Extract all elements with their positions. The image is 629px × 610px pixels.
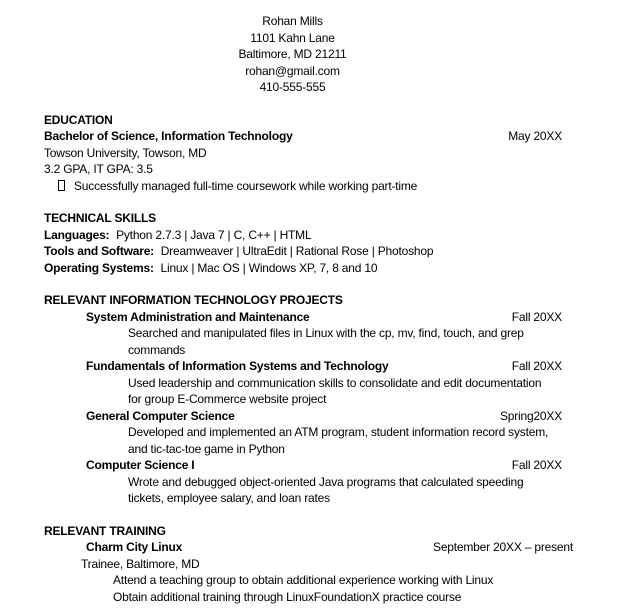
project-description-line: Wrote and debugged object-oriented Java programs that calculated speeding (128, 474, 524, 489)
project-title-row (44, 408, 562, 425)
project-date: Fall 20XX (511, 309, 562, 324)
skills-tools-line (44, 243, 562, 260)
training-org-row (44, 539, 573, 556)
project-title: System Administration and Maintenance (86, 309, 310, 324)
project-title: Computer Science I (86, 458, 195, 472)
missing-glyph-bullet-icon (58, 180, 65, 191)
contact-header (0, 13, 585, 96)
languages-value: Python 2.7.3 | Java 7 | C, C++ | HTML (116, 227, 312, 242)
degree-title: Bachelor of Science, Information Technology (44, 129, 293, 143)
training-organization: Charm City Linux (86, 540, 183, 554)
project-title: Fundamentals of Information Systems and Technology (86, 359, 389, 373)
tools-value: Dreamweaver | UltraEdit | Rational Rose | Photoshop (160, 244, 434, 258)
project-title-row (44, 457, 562, 474)
training-heading: RELEVANT TRAINING (44, 523, 166, 538)
contact-name: Rohan Mills (262, 14, 323, 28)
degree-row (44, 128, 562, 145)
project-date: Spring20XX (499, 408, 562, 423)
training-date: September 20XX – present (433, 540, 573, 554)
school-line: Towson University, Towson, MD (44, 145, 207, 160)
project-description-line: Developed and implemented an ATM program, student information record system, (128, 425, 549, 439)
project-description-line: commands (128, 342, 186, 357)
section-technical-skills (44, 210, 562, 276)
project-title-row (44, 309, 562, 326)
education-bullet-text: Successfully managed full-time coursework while working part-time (74, 178, 418, 193)
section-projects (44, 292, 562, 507)
contact-address: 1101 Kahn Lane (250, 30, 335, 45)
project-description-line: for group E-Commerce website project (128, 392, 327, 406)
project-date: Fall 20XX (511, 359, 562, 373)
gpa-line: 3.2 GPA, IT GPA: 3.5 (44, 162, 153, 176)
project-description-line: tickets, employee salary, and loan rates (128, 491, 330, 505)
section-training (44, 523, 573, 606)
technical-skills-heading: TECHNICAL SKILLS (44, 211, 156, 225)
project-description-line: Searched and manipulated files in Linux with the cp, mv, find, touch, and grep (128, 326, 524, 340)
tools-label: Tools and Software: (44, 244, 154, 258)
contact-phone: 410-555-555 (259, 80, 326, 94)
project-description-line: Used leadership and communication skills to consolidate and edit documentation (128, 375, 542, 390)
project-date: Fall 20XX (511, 458, 562, 472)
projects-heading: RELEVANT INFORMATION TECHNOLOGY PROJECTS (44, 293, 343, 307)
operating-systems-label: Operating Systems: (44, 260, 154, 275)
skills-languages-line (44, 227, 562, 244)
education-heading: EDUCATION (44, 112, 113, 127)
education-bullet-line (58, 178, 562, 195)
training-detail-line: Attend a teaching group to obtain additional experience working with Linux (113, 573, 494, 587)
skills-os-line (44, 260, 562, 277)
languages-label: Languages: (44, 227, 110, 242)
training-role-line: Trainee, Baltimore, MD (81, 556, 200, 571)
operating-systems-value: Linux | Mac OS | Windows XP, 7, 8 and 10 (160, 260, 378, 275)
degree-date: May 20XX (508, 129, 562, 143)
project-title-row (44, 358, 562, 375)
project-title: General Computer Science (86, 408, 235, 423)
contact-email: rohan@gmail.com (245, 63, 340, 78)
section-education (44, 112, 562, 195)
training-detail-line: Obtain additional training through LinuxFoundationX practice course (113, 589, 462, 604)
project-description-line: and tic-tac-toe game in Python (128, 441, 285, 456)
contact-city: Baltimore, MD 21211 (238, 47, 347, 61)
